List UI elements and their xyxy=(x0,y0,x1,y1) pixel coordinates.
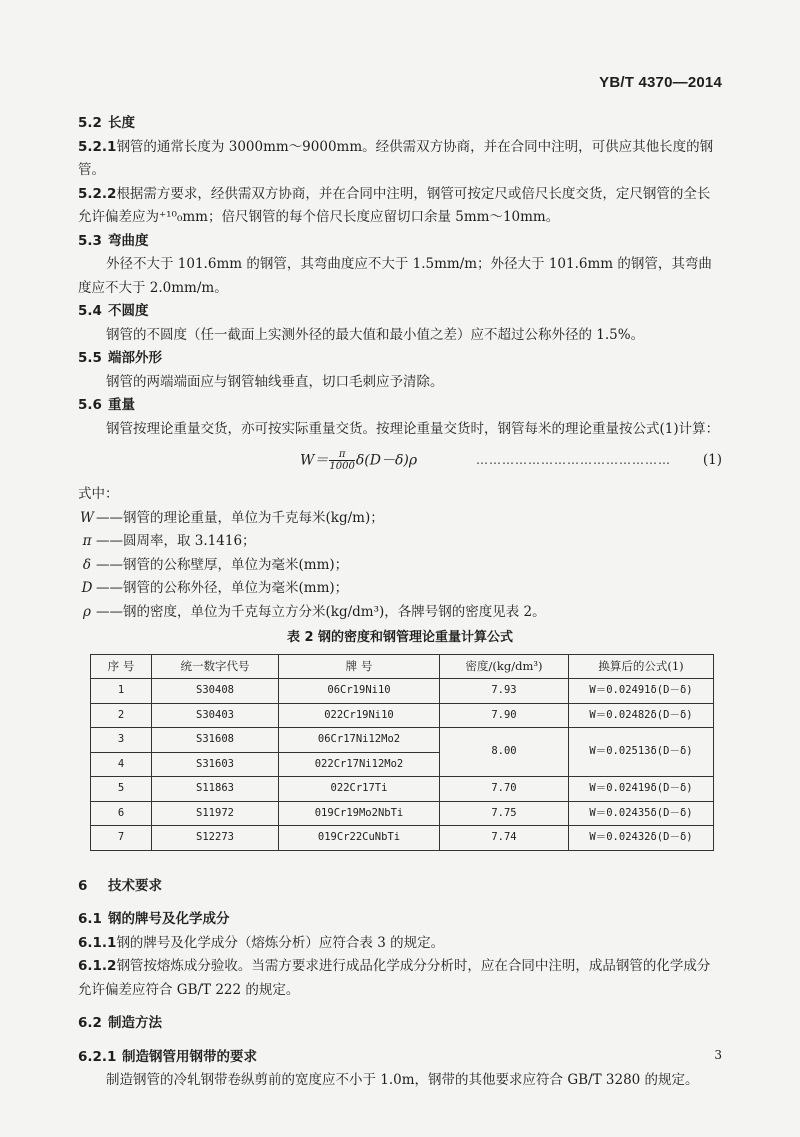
clause-6-2-1-text: 制造钢管的冷轧钢带卷纵剪前的宽度应不小于 1.0m，钢带的其他要求应符合 GB/T 3280 的规定。 xyxy=(106,1072,699,1088)
page-content xyxy=(78,112,722,1093)
col-header-formula: 换算后的公式(1) xyxy=(569,654,714,679)
equation-number: (1) xyxy=(702,452,722,468)
table-2-title: 表 2 钢的密度和钢管理论重量计算公式 xyxy=(286,630,514,645)
formula-1 xyxy=(78,443,722,477)
clause-5-2-1: 5.2.1钢管的通常长度为 3000mm～9000mm。经供需双方协商，并在合同中注明，可供应其他长度的钢管。 xyxy=(78,138,714,178)
symbol-def: π ——圆周率，取 3.1416； xyxy=(82,533,256,549)
clause-5-3-text: 外径不大于 101.6mm 的钢管，其弯曲度应不大于 1.5mm/m；外径大于 101.6mm 的钢管，其弯曲度应不大于 2.0mm/m。 xyxy=(78,256,712,296)
where-label: 式中： xyxy=(78,486,119,502)
section-5-6-heading: 5.6 重量 xyxy=(78,397,135,413)
clause-5-4-text: 钢管的不圆度（任一截面上实测外径的最大值和最小值之差）应不超过公称外径的 1.5%。 xyxy=(106,326,645,343)
clause-6-1-2: 6.1.2钢管按熔炼成分验收。当需方要求进行成品化学成分分析时，应在合同中注明，成品钢管的化学成分允许偏差应符合 GB/T 222 的规定。 xyxy=(78,958,711,998)
section-6-2-1-heading: 6.2.1 制造钢管用钢带的要求 xyxy=(78,1048,257,1065)
table-row: 2 S30403 022Cr19Ni10 7.90 W＝0.02482δ(D－δ) xyxy=(91,703,714,728)
clause-5-6-text: 钢管按理论重量交货，亦可按实际重量交货。按理论重量交货时，钢管每米的理论重量按公式(1)计算： xyxy=(106,420,720,437)
section-5-2-heading: 5.2 长度 xyxy=(78,115,135,131)
section-6-heading: 6 技术要求 xyxy=(78,877,162,894)
col-header-code: 统一数字代号 xyxy=(152,654,279,679)
formula-fraction: $\frac{\pi}{1000}$ xyxy=(329,449,355,472)
table-row: 5 S11863 022Cr17Ti 7.70 W＝0.02419δ(D－δ) xyxy=(91,777,714,802)
table-row: 1 S30408 06Cr19Ni10 7.93 W＝0.02491δ(D－δ) xyxy=(91,679,714,704)
section-5-3-heading: 5.3 弯曲度 xyxy=(78,232,149,249)
page-number: 3 xyxy=(714,1048,722,1062)
clause-6-1-1: 6.1.1钢的牌号及化学成分（熔炼分析）应符合表 3 的规定。 xyxy=(78,934,445,951)
symbol-def: ρ ——钢的密度，单位为千克每立方分米(kg/dm³)，各牌号钢的密度见表 2。 xyxy=(83,603,546,620)
table-2 xyxy=(90,654,714,851)
table-row: 4 S31603 022Cr17Ni12Mo2 xyxy=(91,752,714,777)
formula-leader-dots: ……………………………………… xyxy=(476,453,671,467)
section-5-4-heading: 5.4 不圆度 xyxy=(78,303,149,319)
section-5-5-heading: 5.5 端部外形 xyxy=(78,350,162,366)
weight-formula: W＝ $\frac{\pi}{1000}$ δ(D－δ)ρ xyxy=(300,449,418,472)
table-header-row xyxy=(91,654,714,679)
section-6-1-heading: 6.1 钢的牌号及化学成分 xyxy=(78,911,230,927)
symbol-def: W ——钢管的理论重量，单位为千克每米(kg/m)； xyxy=(80,509,384,526)
symbol-def: D ——钢管的公称外径，单位为毫米(mm)； xyxy=(81,580,349,596)
col-header-grade: 牌 号 xyxy=(279,654,440,679)
clause-5-5-text: 钢管的两端端面应与钢管轴线垂直，切口毛刺应予清除。 xyxy=(106,373,444,390)
section-6-2-heading: 6.2 制造方法 xyxy=(78,1015,162,1031)
clause-5-2-2: 5.2.2根据需方要求，经供需双方协商，并在合同中注明，钢管可按定尺或倍尺长度交货，定尺钢管的全长允许偏差应为⁺¹⁰₀mm；倍尺钢管的每个倍尺长度应留切口余量 5mm～10mm。 xyxy=(78,185,711,225)
table-row: 6 S11972 019Cr19Mo2NbTi 7.75 W＝0.02435δ(D－δ) xyxy=(91,801,714,826)
table-row: 7 S12273 019Cr22CuNbTi 7.74 W＝0.02432δ(D－δ) xyxy=(91,826,714,851)
standard-code: YB/T 4370—2014 xyxy=(599,74,722,91)
table-row: 3 S31608 06Cr17Ni12Mo2 8.00 W＝0.02513δ(D－δ) xyxy=(91,728,714,753)
symbol-def: δ ——钢管的公称壁厚，单位为毫米(mm)； xyxy=(82,556,349,573)
col-header-density: 密度/(kg/dm³) xyxy=(440,654,569,679)
col-header-no: 序 号 xyxy=(91,654,152,679)
symbol-definitions xyxy=(78,507,722,625)
